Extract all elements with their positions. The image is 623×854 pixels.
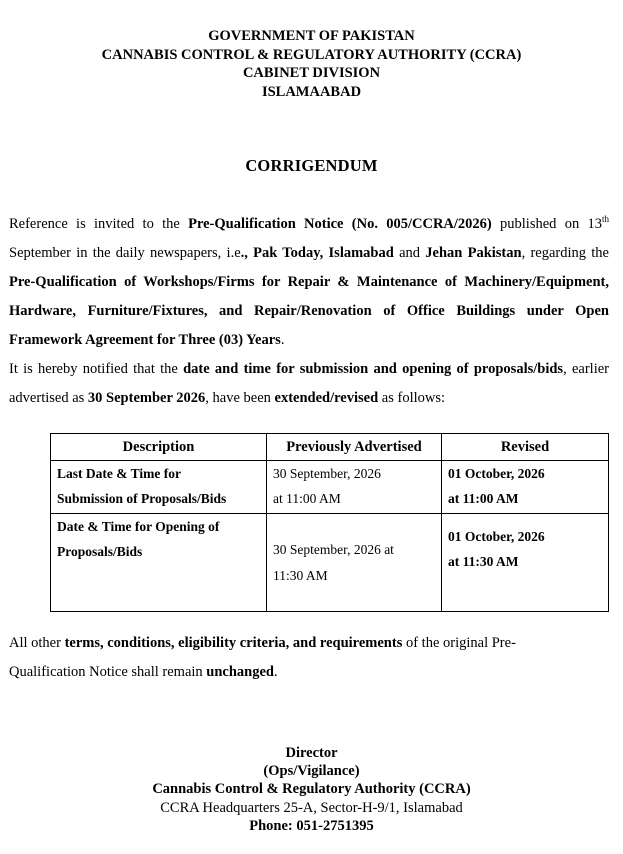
para1-dot: ., — [240, 245, 254, 261]
header-previously-advertised: Previously Advertised — [267, 434, 442, 461]
row2-description — [51, 514, 267, 612]
para1-text-3: September in the daily newspapers, i.e — [9, 245, 241, 261]
closing-bold-1: terms, conditions, eligibility criteria, and requirements — [64, 635, 403, 651]
para2-text-3: , have been — [205, 390, 275, 406]
newspaper-2: Jehan Pakistan — [425, 245, 522, 261]
closing-line-1 — [9, 629, 609, 658]
row1-previous — [267, 461, 442, 514]
signature-block — [0, 744, 623, 835]
para1-text-5: , regarding the — [521, 245, 609, 261]
signatory-department: (Ops/Vigilance) — [263, 763, 360, 780]
ordinal-suffix: th — [601, 214, 609, 225]
table-header-row — [51, 434, 609, 461]
row1-revised-line1: 01 October, 2026 — [448, 466, 545, 481]
para2-text-4: as follows: — [378, 390, 446, 406]
para2-bold-1: date and time for submission and opening of proposals/bids — [183, 361, 564, 377]
row2-revised — [442, 514, 609, 612]
para1-text-4: and — [393, 245, 426, 261]
letterhead-authority: CANNABIS CONTROL & REGULATORY AUTHORITY (CCRA) — [101, 46, 522, 63]
notice-subject: Pre-Qualification of Workshops/Firms for Repair & Maintenance of Machinery/Equipment, Hardware, Furniture/Fixtures, and Repair/Renovation of Office Buildings under Open Framework Agreement for Three (03) Years — [9, 274, 609, 348]
row1-description-line2: Submission of Proposals/Bids — [57, 491, 227, 506]
row1-previous-line2: at 11:00 AM — [273, 491, 341, 506]
original-date: 30 September 2026 — [87, 390, 206, 406]
row2-previous — [267, 514, 442, 612]
closing-text-2: of the original Pre- — [402, 635, 516, 651]
closing-bold-2: unchanged — [206, 664, 274, 680]
header-revised: Revised — [442, 434, 609, 461]
para1-text-6: . — [280, 332, 285, 348]
signatory-phone: Phone: 051-2751395 — [249, 817, 374, 834]
row1-previous-line1: 30 September, 2026 — [273, 466, 381, 481]
letterhead-city: ISLAMAABAD — [261, 83, 362, 100]
row1-revised-line2: at 11:00 AM — [448, 491, 519, 506]
closing-line-2 — [9, 658, 609, 687]
signatory-title: Director — [285, 745, 338, 761]
closing-text-1: All other — [9, 635, 65, 651]
para2-text-1: It is hereby notified that the — [9, 361, 184, 377]
closing-paragraph — [9, 629, 609, 687]
para2-text-2: , earlier advertised as — [9, 361, 609, 406]
reference-paragraph — [9, 210, 609, 355]
row2-description-line2: Proposals/Bids — [57, 544, 143, 559]
letterhead-government: GOVERNMENT OF PAKISTAN — [208, 28, 415, 44]
row2-previous-line2: 11:30 AM — [273, 568, 328, 583]
document-title: CORRIGENDUM — [245, 156, 378, 175]
table-row — [51, 461, 609, 514]
row2-previous-line1: 30 September, 2026 at — [273, 542, 394, 557]
closing-text-4: . — [274, 664, 278, 680]
row2-revised-line1: 01 October, 2026 — [448, 529, 545, 544]
newspaper-1: Pak Today, Islamabad — [253, 245, 394, 261]
row1-revised — [442, 461, 609, 514]
notification-paragraph — [9, 355, 609, 413]
extended-revised: extended/revised — [274, 390, 379, 406]
signatory-organization: Cannabis Control & Regulatory Authority (CCRA) — [152, 781, 471, 798]
row1-description-line1: Last Date & Time for — [57, 466, 181, 481]
row2-description-line1: Date & Time for Opening of — [57, 519, 220, 534]
closing-text-3: Qualification Notice shall remain — [9, 664, 207, 680]
body-text — [9, 210, 609, 413]
row2-revised-line2: at 11:30 AM — [448, 554, 519, 569]
letterhead — [0, 27, 623, 101]
table-row — [51, 514, 609, 612]
row1-description — [51, 461, 267, 514]
letterhead-division: CABINET DIVISION — [242, 65, 381, 81]
notice-reference: Pre-Qualification Notice (No. 005/CCRA/2026) — [188, 216, 492, 232]
header-description: Description — [51, 434, 267, 461]
signatory-address: CCRA Headquarters 25-A, Sector-H-9/1, Islamabad — [160, 799, 463, 816]
para1-text-2: published on 13 — [491, 216, 602, 232]
schedule-table — [50, 433, 609, 612]
para1-text-1: Reference is invited to the — [9, 216, 189, 232]
